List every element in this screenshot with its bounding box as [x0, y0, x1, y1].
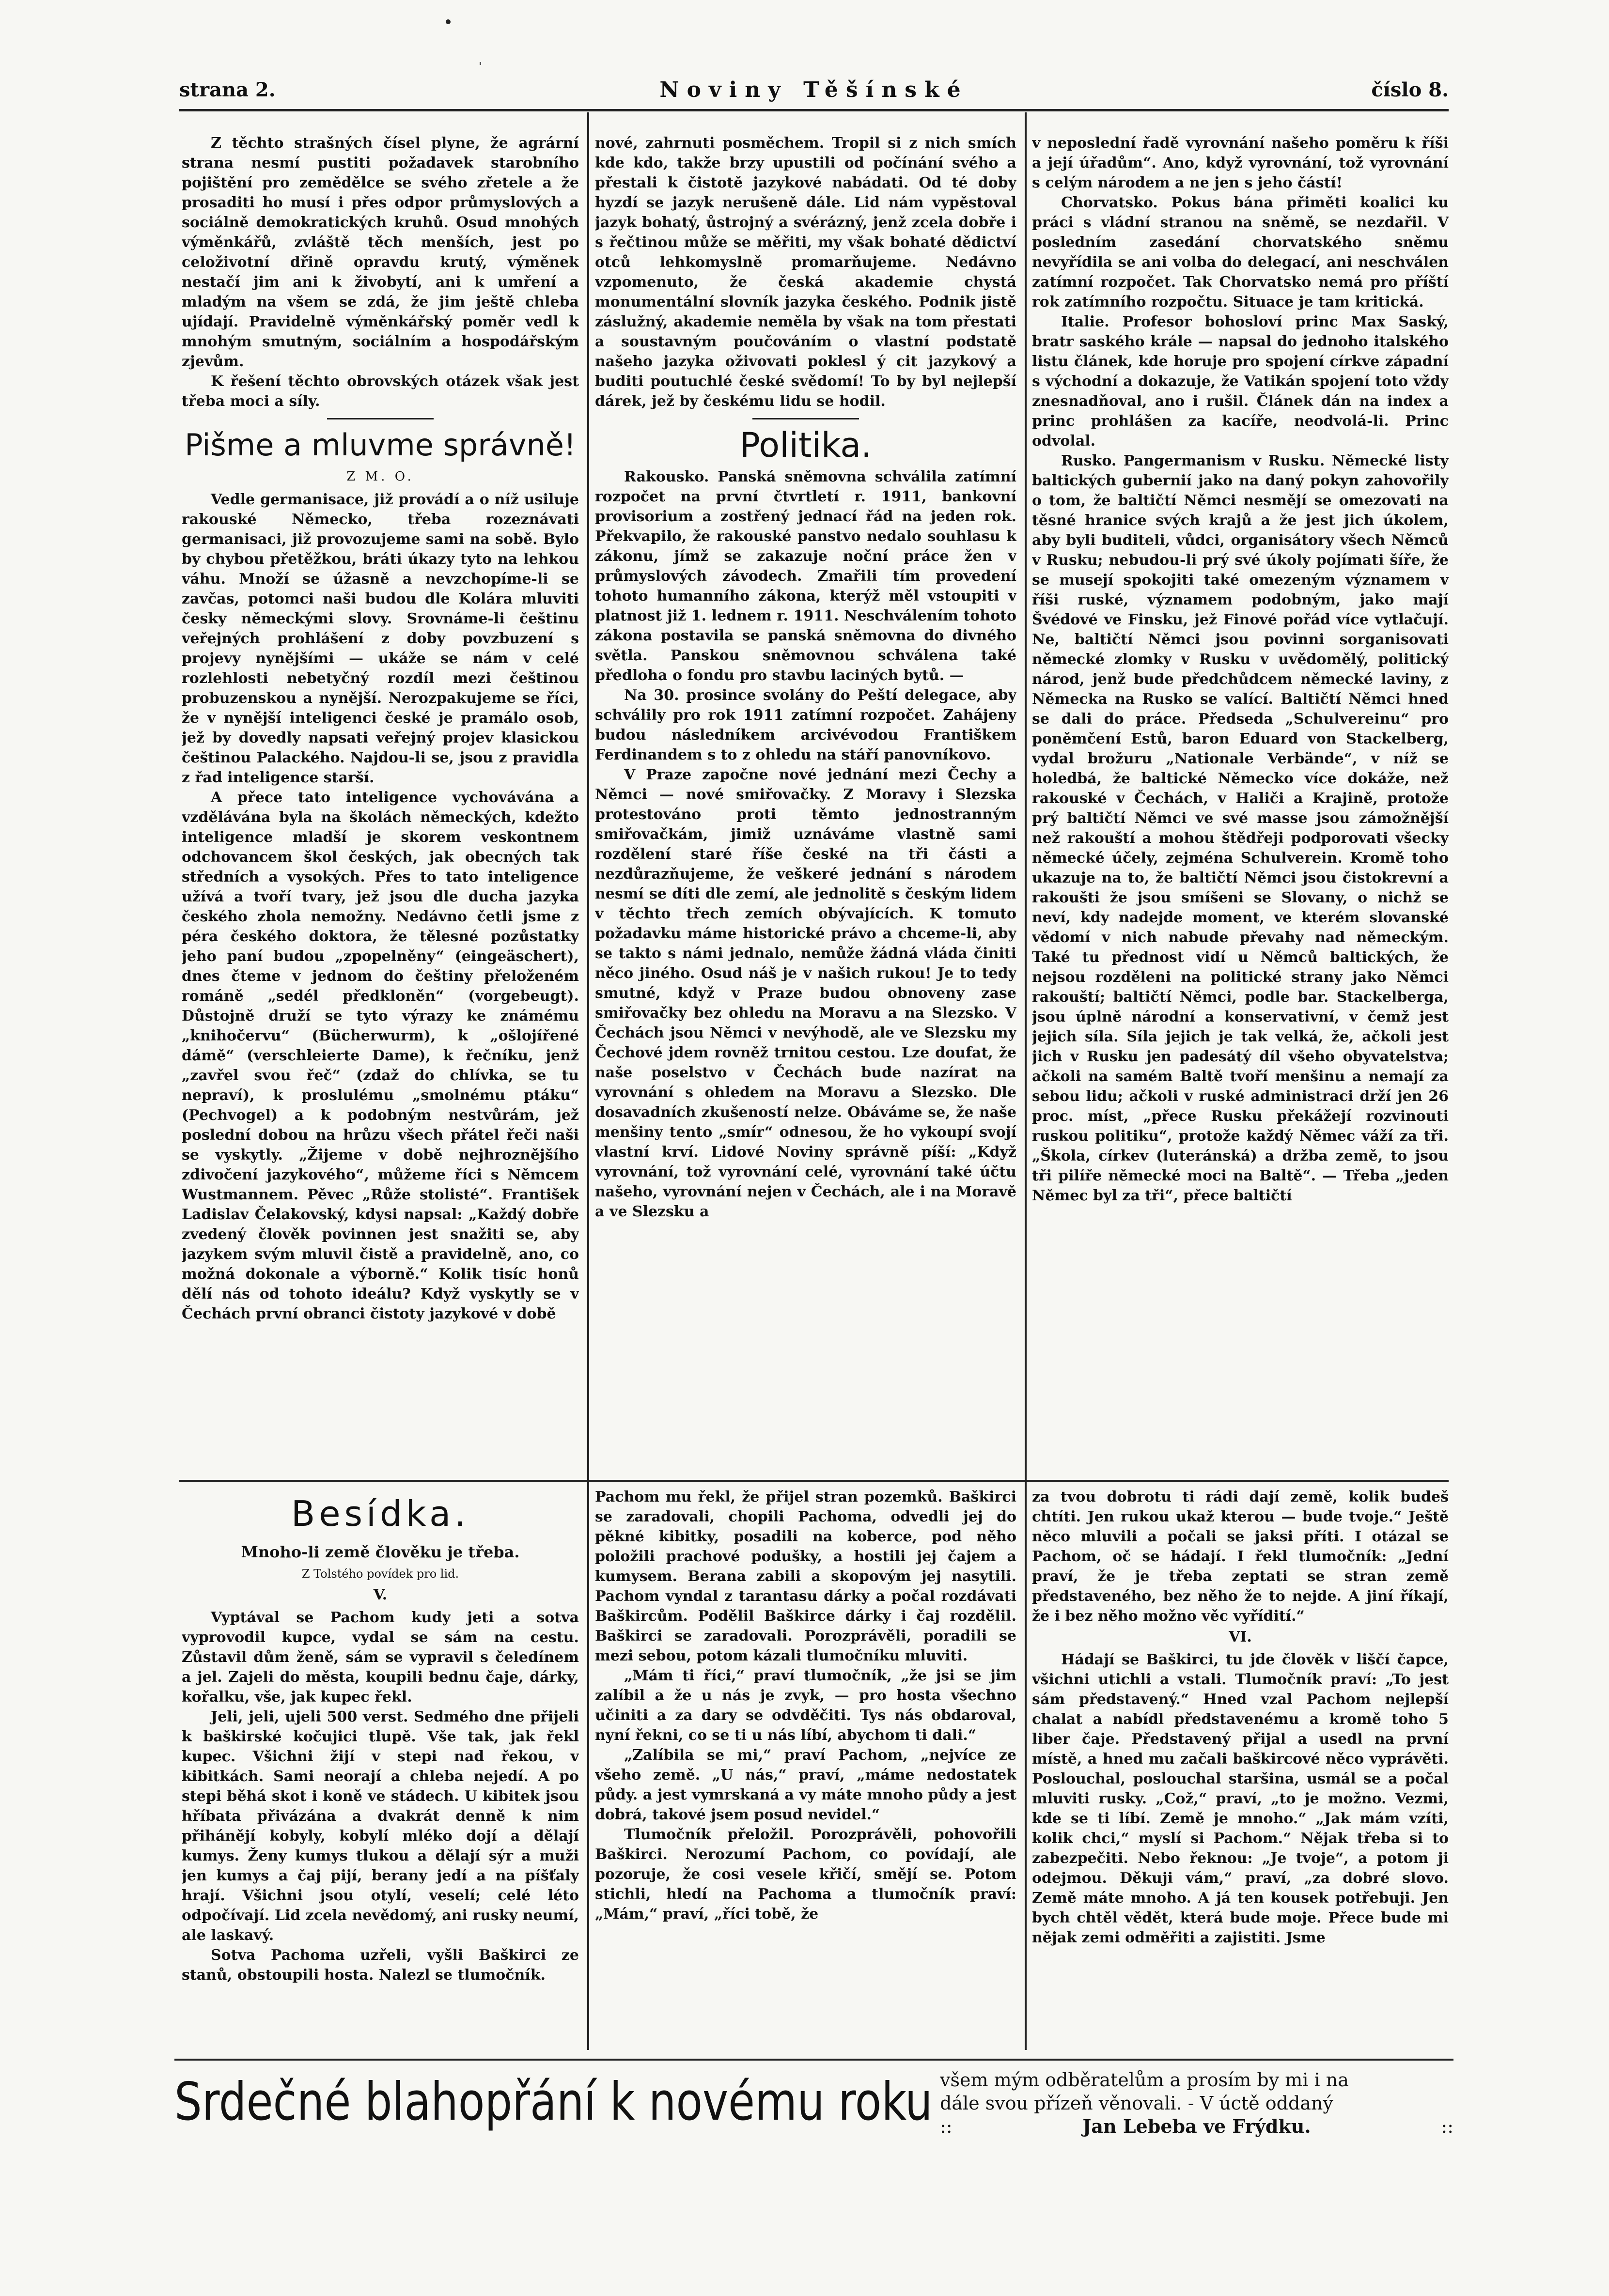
story-source: Z Tolstého povídek pro lid.: [301, 1567, 459, 1581]
column-1: [182, 133, 579, 1475]
story-title: Mnoho-li země člověku je třeba.: [241, 1543, 520, 1561]
news-text: Profesor bohosloví princ Max Saský, bratr saského krále — napsal do jednoho italského listu článek, kde horuje pro spojení církve západní s východní a dokazuje, že Vatikán spojení toto vždy znesnadňoval, ano i rušil. Článek dán na index a princ prohlášen za kacíře, neodvolá-li. Princ odvolal.: [1032, 313, 1449, 450]
news-paragraph: [1032, 451, 1449, 1206]
news-country: Rakousko.: [624, 468, 709, 485]
article-paragraph: Z těchto strašných čísel plyne, že agrární strana nesmí pustiti požadavek starobního pojištění pro zemědělce se svého zřetele a že prosaditi ho musí i přes odpor průmyslových a sociálně demokratických kruhů. Osud mnohých výměnkářů, zvláště těch menších, jest po celoživotní dřině opravdu krutý, výměnek nestačí jim ani k živobytí, ani k umření a mladým na všem se zdá, že jim ještě chleba ujídají. Pravidelně výměnkářský poměr vedl k mnohým smutným, sociálním a hospodářským zjevům.: [182, 135, 579, 370]
news-paragraph: Na 30. prosince svolány do Peští delegace, aby schválily pro rok 1911 zatímní rozpočet. Zahájeny budou následníkem arcivévodou Františkem Ferdinandem s to z ohledu na stáří panovníkovo.: [595, 687, 1016, 763]
story-paragraph: Jeli, jeli, ujeli 500 verst. Sedmého dne přijeli k baškirské kočujici tlupě. Vše tak, jak řekl kupec. Všichni žijí v stepi nad řekou, v kibitkách. Sami neorají a chleba nejedí. A po stepi běhá skot i koně ve stádech. U kibitek jsou hříbata přivázána a dvakrát denně k nim přihánějí kobyly, kobylí mléko dojí a dělají kumys. Ženy kumys tlukou a dělají sýr a muži jen kumys a čaj pijí, berany jedí a na píšťaly hrají. Všichni jsou otylí, veselí; celé léto odpočívají. Lid zcela nevědomý, ani rusky neumí, ale laskavý.: [182, 1708, 579, 1944]
separator: [327, 418, 434, 419]
article-paragraph: A přece tato inteligence vychovávána a vzdělávána byla na školách německých, kdežto inteligence mladší je skorem veskontnem odchovancem škol českých, jak obecných tak středních a vysokých. Přes to tato inteligence užívá a tvoří tvary, jež jsou dle ducha jazyka českého zhola nemožny. Nedávno četli jsme z péra českého doktora, že tělesné pozůstatky jeho paní budou „zpopelněny“ (eingeäschert), dnes čteme v jednom do češtiny přeloženém románě „sedél předkloněn“ (vorgebeugt). Důstojně druží se tyto výrazy ke známému „knihočervu“ (Bücherwurm), k „ošlojířené dámě“ (verschleierte Dame), k řečníku, jenž „zavřel svou řeč“ (zdaž do chlívka, se tu nepraví), k proslulému „smolnému ptáku“ (Pechvogel) a k podobným nestvůrám, jež poslední dobou na hrůzu všech přátel řeči naši se vyskytly. „Žijeme v době nejhroznějšího zdivočení jazykového“, můžeme říci s Němcem Wustmannem. Pěvec „Růže stolisté“. František Ladislav Čelakovský, kdysi napsal: „Každý dobře zvedený člověk povinnen jest snažiti se, aby jazykem svým mluvil čistě a pravidelně, ano, co možná dokonale a výborně.“ Kolik tisíc honů dělí nás od tohoto ideálu? Když vyskytly se v Čechách první obranci čistoty jazykové v době: [182, 789, 579, 1322]
page-number: strana 2.: [179, 78, 276, 101]
issue-number: číslo 8.: [1371, 78, 1449, 101]
article-byline: Z M. O.: [346, 469, 414, 484]
column-2: [595, 133, 1016, 1475]
news-paragraph: [1032, 193, 1449, 312]
story-paragraph: za tvou dobrotu ti rádi dají země, kolik budeš chtíti. Jen rukou ukaž kterou — bude tvoje.“ Ještě něco mluvili a počali se jaksi příti. I otázal se Pachom, oč se hádají. I řekl tlumočník: „Jední praví, že je třeba zeptati se stran země představeného, bez něho že to nejde. A jiní říkají, že i bez něho možno věc vyřídití.“: [1032, 1489, 1449, 1625]
story-paragraph: Tlumočník přeložil. Porozprávěli, pohovořili Baškirci. Nerozumí Pachom, co povídají, ale pozoruje, že cosi vesele křičí, smějí se. Potom stichli, hledí na Pachoma a tlumočník praví: „Mám,“ praví, „říci tobě, že: [595, 1826, 1016, 1923]
separator: [752, 418, 859, 419]
news-text: Panská sněmovna schválila zatímní rozpočet na první čtvrtletí r. 1911, bankovní provisorium a zostřený jednací řád na jeden rok. Překvapilo, že rakouské panstvo nedalo souhlasu k zákonu, jímž se zakazuje noční práce žen v průmyslových závodech. Zmařili tím provedení tohoto humanního zákona, kterýž měl vstoupiti v platnost již 1. lednem r. 1911. Neschválením tohoto zákona postavila se panská sněmovna do divného světla. Panskou sněmovnou schválena také předloha o fondu pro stavbu laciných bytů. —: [595, 468, 1016, 684]
story-paragraph: Sotva Pachoma uzřeli, vyšli Baškirci ze stanů, obstoupili hosta. Nalezl se tlumočník.: [182, 1947, 579, 1984]
besidka-rule: [179, 1480, 1449, 1482]
news-country: Rusko.: [1061, 452, 1117, 469]
section-title-politika: Politika.: [739, 425, 872, 465]
news-text: Pokus bána přiměti koalici ku práci s vládní stranou na sněmě, se nezdařil. V posledním zasedání chorvatského sněmu nevyřídila se ani volba do delegací, ani neschválen zatímní rozpočet. Tak Chorvatsko nemá pro příští rok zatímního rozpočtu. Situace je tam kritická.: [1032, 194, 1449, 310]
ad-line: všem mým odběratelům a prosím by mi i na: [940, 2069, 1349, 2091]
page-header: [179, 73, 1449, 107]
chapter-number: V.: [373, 1586, 388, 1603]
news-country: Italie.: [1061, 313, 1109, 330]
ad-signature-line: [940, 2115, 1453, 2138]
ad-ornament: ::: [1441, 2116, 1453, 2137]
column-rule-2: [1025, 112, 1027, 2050]
header-rule: [179, 109, 1449, 111]
article-paragraph: nové, zahrnuti posměchem. Tropil si z nich smích kde kdo, takže brzy upustili od počínání svého a přestali k čistotě jazykové nabádati. Od té doby hyzdí se jazyk nerušeně dále. Lid nám vypěstoval jazyk bohatý, ůstrojný a svérázný, jenž zcela dobře i s řečtinou může se měřiti, my však bohaté dědictví otců lehkomyslně promarňujeme. Nedávno vzpomenuto, že česká akademie chystá monumentální slovník jazyka českého. Podnik jistě záslužný, akademie neměla by však na tom přestati a soustavným poučováním o vlastní podstatě našeho jazyka oživovati poklesl ý cit jazykový a buditi poutuchlé české svědomí! To by byl nejlepší dárek, jež by českému lidu se hodil.: [595, 135, 1016, 410]
section-title-besidka: Besídka.: [291, 1493, 470, 1534]
story-paragraph: „Zalíbila se mi,“ praví Pachom, „nejvíce ze všeho země. „U nás,“ praví, „máme nedostatek půdy. a jest vymrskaná a vy máte mnoho půdy a jest dobrá, takové jsem posud nevidel.“: [595, 1747, 1016, 1823]
print-dot: [446, 19, 451, 24]
print-mark: [480, 62, 481, 65]
chapter-number: VI.: [1229, 1629, 1252, 1645]
ad-signature: Jan Lebeba ve Frýdku.: [1082, 2115, 1311, 2137]
column-3: [1032, 133, 1449, 1475]
news-paragraph: v neposlední řadě vyrovnání našeho poměru k říši a její úřadům“. Ano, když vyrovnání, tož vyrovnání s celým národem a ne jen s jeho částí!: [1032, 135, 1449, 191]
besidka-column-2: [595, 1487, 1016, 2056]
article-paragraph: K řešení těchto obrovských otázek však jest třeba moci a síly.: [182, 373, 579, 410]
article-paragraph: Vedle germanisace, již provádí a o níž usiluje rakouské Německo, třeba rozeznávati germanisaci, již provozujeme sami na sobě. Bylo by chybou přetěžkou, bráti úkazy tyto na lehkou váhu. Množí se úžasně a nevzchopíme-li se zavčas, potomci naši budou dle Kolára mluviti česky německými slovy. Srovnáme-li češtinu veřejných prohlášení z doby povzbuzení s projevy nynějšími — ukáže se nám v celé rozlehlosti nebetyčný rozdíl mezi češtinou probuzenskou a nynější. Nerozpakujeme se říci, že v nynější inteligenci české je pramálo osob, jež by dovedly napsati veřejný projev klasickou češtinou Palackého. Najdou-li se, jsou z pravidla z řad inteligence starší.: [182, 491, 579, 786]
ad-ornament: ::: [940, 2116, 953, 2137]
footer-rule: [174, 2059, 1453, 2061]
news-text: Pangermanism v Rusku. Německé listy baltických gubernií jako na daný pokyn zahovořily o tom, že baltičtí Němci nesmějí se omezovati na těsné hranice svých krajů a že jest jich úkolem, aby byli buditeli, vůdci, organisátory všech Němců v Rusku; nebudou-li prý své úkoly pojímati šíře, že se musejí spokojiti také omezeným významem v říši ruské, významem podobným, jako mají Švédové ve Finsku, jež Finové pořád více vytlačují. Ne, baltičtí Němci jsou povinni sorganisovati německé zlomky v Rusku v uvědomělý, politický národ, jenž bude předchůdcem německé laviny, z Německa na Rusko se valící. Baltičtí Němci hned se dali do práce. Předseda „Schulvereinu“ pro poněmčení Estů, baron Eduard von Stackelberg, vydal brožuru „Nationale Verbände“, v níž se holedbá, že baltické Německo více dokáže, než rakouské v Čechách, v Haliči a Krajině, protože prý baltičtí Němci ve své masse jsou zámožnější než rakouští a mohou štědřeji podporovati všecky německé účely, zejména Schulverein. Kromě toho ukazuje na to, že baltičtí Němci jsou čistokrevní a rakoušti že jsou smíšeni se Slovany, o nichž se neví, kdy nadejde moment, ve kterém slovanské vědomí v nich nabude převahy nad německým. Také tu přednost vidí u Němců baltických, že nejsou rozděleni na politické strany jako Němci rakouští; baltičtí Němci, podle bar. Stackelberga, jsou úplně národní a konservativní, v čemž jest jejich síla. Síla jejich je tak velká, že, ačkoli jest jich v Rusku jen padesátý díl všeho obyvatelstva; ačkoli na samém Baltě tvoří menšinu a nemají za sebou lidu; ačkoli v ruské administraci drží jen 26 proc. míst, „přece Rusku překážejí rozvinouti ruskou politiku“, protože každý Němec váží za tři. „Škola, církev (luteránská) a držba země, to jsou tři pilíře německé moci na Baltě“. — Třeba „jeden Němec byl za tři“, přece baltičtí: [1032, 452, 1449, 1204]
news-country: Chorvatsko.: [1061, 194, 1158, 211]
besidka-column-3: [1032, 1487, 1449, 2056]
news-paragraph: [1032, 312, 1449, 451]
advertisement-text: [940, 2068, 1453, 2138]
story-paragraph: Pachom mu řekl, že přijel stran pozemků. Baškirci se zaradovali, chopili Pachoma, odvedli jej do pěkné kibitky, posadili na koberce, pod něho položili prachové podušky, a hostili jej čajem a kumysem. Berana zabili a skopovým jej nasytili. Pachom vyndal z tarantasu dárky a počal rozdávati Baškircům. Podělil Baškirce dárky i čaj rozdělil. Baškirci se zaradovali. Porozprávěli, poradili se mezi sebou, potom kázali tlumočníku mluviti.: [595, 1489, 1016, 1664]
masthead-title: Noviny Těšínské: [659, 78, 969, 102]
besidka-column-1: [182, 1487, 579, 2056]
story-paragraph: Hádají se Baškirci, tu jde člověk v liščí čapce, všichni utichli a vstali. Tlumočník praví: „To jest sám představený.“ Hned vzal Pachom nejlepší chalat a nabídl představenému a kromě toho 5 liber čaje. Představený přijal a usedl na první místě, a hned mu začali baškircové něco vyprávěti. Poslouchal, poslouchal staršina, usmál se a počal mluviti rusky. „Což,“ praví, „to je možno. Vezmi, kde se ti líbí. Země je mnoho.“ „Jak mám vzíti, kolik chci,“ myslí si Pachom.“ Nějak třeba si to zabezpečiti. Nebo řeknou: „Je tvoje“, a potom ji odejmou. Děkuji vám,“ praví, „za dobré slovo. Země máte mnoho. A já ten kousek potřebuji. Jen bych chtěl vědět, která bude moje. Přece bude mi nějak zemi odměřiti a zajistiti. Jsme: [1032, 1651, 1449, 1946]
news-paragraph: V Praze započne nové jednání mezi Čechy a Němci — nové smiřovačky. Z Moravy i Slezska protestováno proti těmto jednostranným smiřovačkám, jimiž uznáváme vlastně sami rozdělení staré říše české na tři části a nezdůrazňujeme, že veškeré jednání s národem nesmí se díti dle zemí, ale jednolitě s českým lidem v těchto třech zemích obývajících. K tomuto požadavku máme historické právo a chceme-li, aby se takto s námi jednalo, nemůže žádná vláda činiti něco jiného. Osud náš je v našich rukou! Je to tedy smutné, když v Praze budou obnoveny zase smiřovačky bez ohledu na Moravu a na Slezsko. V Čechách jsou Němci v nevýhodě, ale ve Slezsku my Čechové jdem rovněž trnitou cestou. Lze doufat, že naše poselstvo v Čechách bude nazírat na vyrovnání s ohledem na Moravu a Slezsko. Dle dosavadních zkušeností nelze. Obáváme se, že naše menšiny tento „smír“ odnesou, že ho vykoupí svojí vlastní krví. Lidové Noviny správně píší: „Když vyrovnání, tož vyrovnání celé, vyrovnání také účtu našeho, vyrovnání nejen v Čechách, ale i na Moravě a ve Slezsku a: [595, 766, 1016, 1220]
article-title: Pišme a mluvme správně!: [185, 427, 576, 463]
story-paragraph: Vyptával se Pachom kudy jeti a sotva vyprovodil kupce, vydal se sám na cestu. Zůstavil dům ženě, sám se vypravil s čeledínem a jel. Zajeli do města, koupili bednu čaje, dárky, kořalku, vše, jak kupec řekl.: [182, 1609, 579, 1706]
news-paragraph: [595, 467, 1016, 685]
story-paragraph: „Mám ti říci,“ praví tlumočník, „že jsi se jim zalíbil a že u nás je zvyk, — pro hosta všechno učiniti a za dary se odvděčiti. Tys nás obdaroval, nyní řekni, co se ti u nás líbí, abychom ti dali.“: [595, 1667, 1016, 1744]
column-rule-1: [587, 112, 589, 2050]
advertisement-headline: Srdečné blahopřání k novému roku: [174, 2072, 933, 2132]
ad-line: dále svou přízeň věnovali. - V úctě oddaný: [940, 2093, 1333, 2114]
